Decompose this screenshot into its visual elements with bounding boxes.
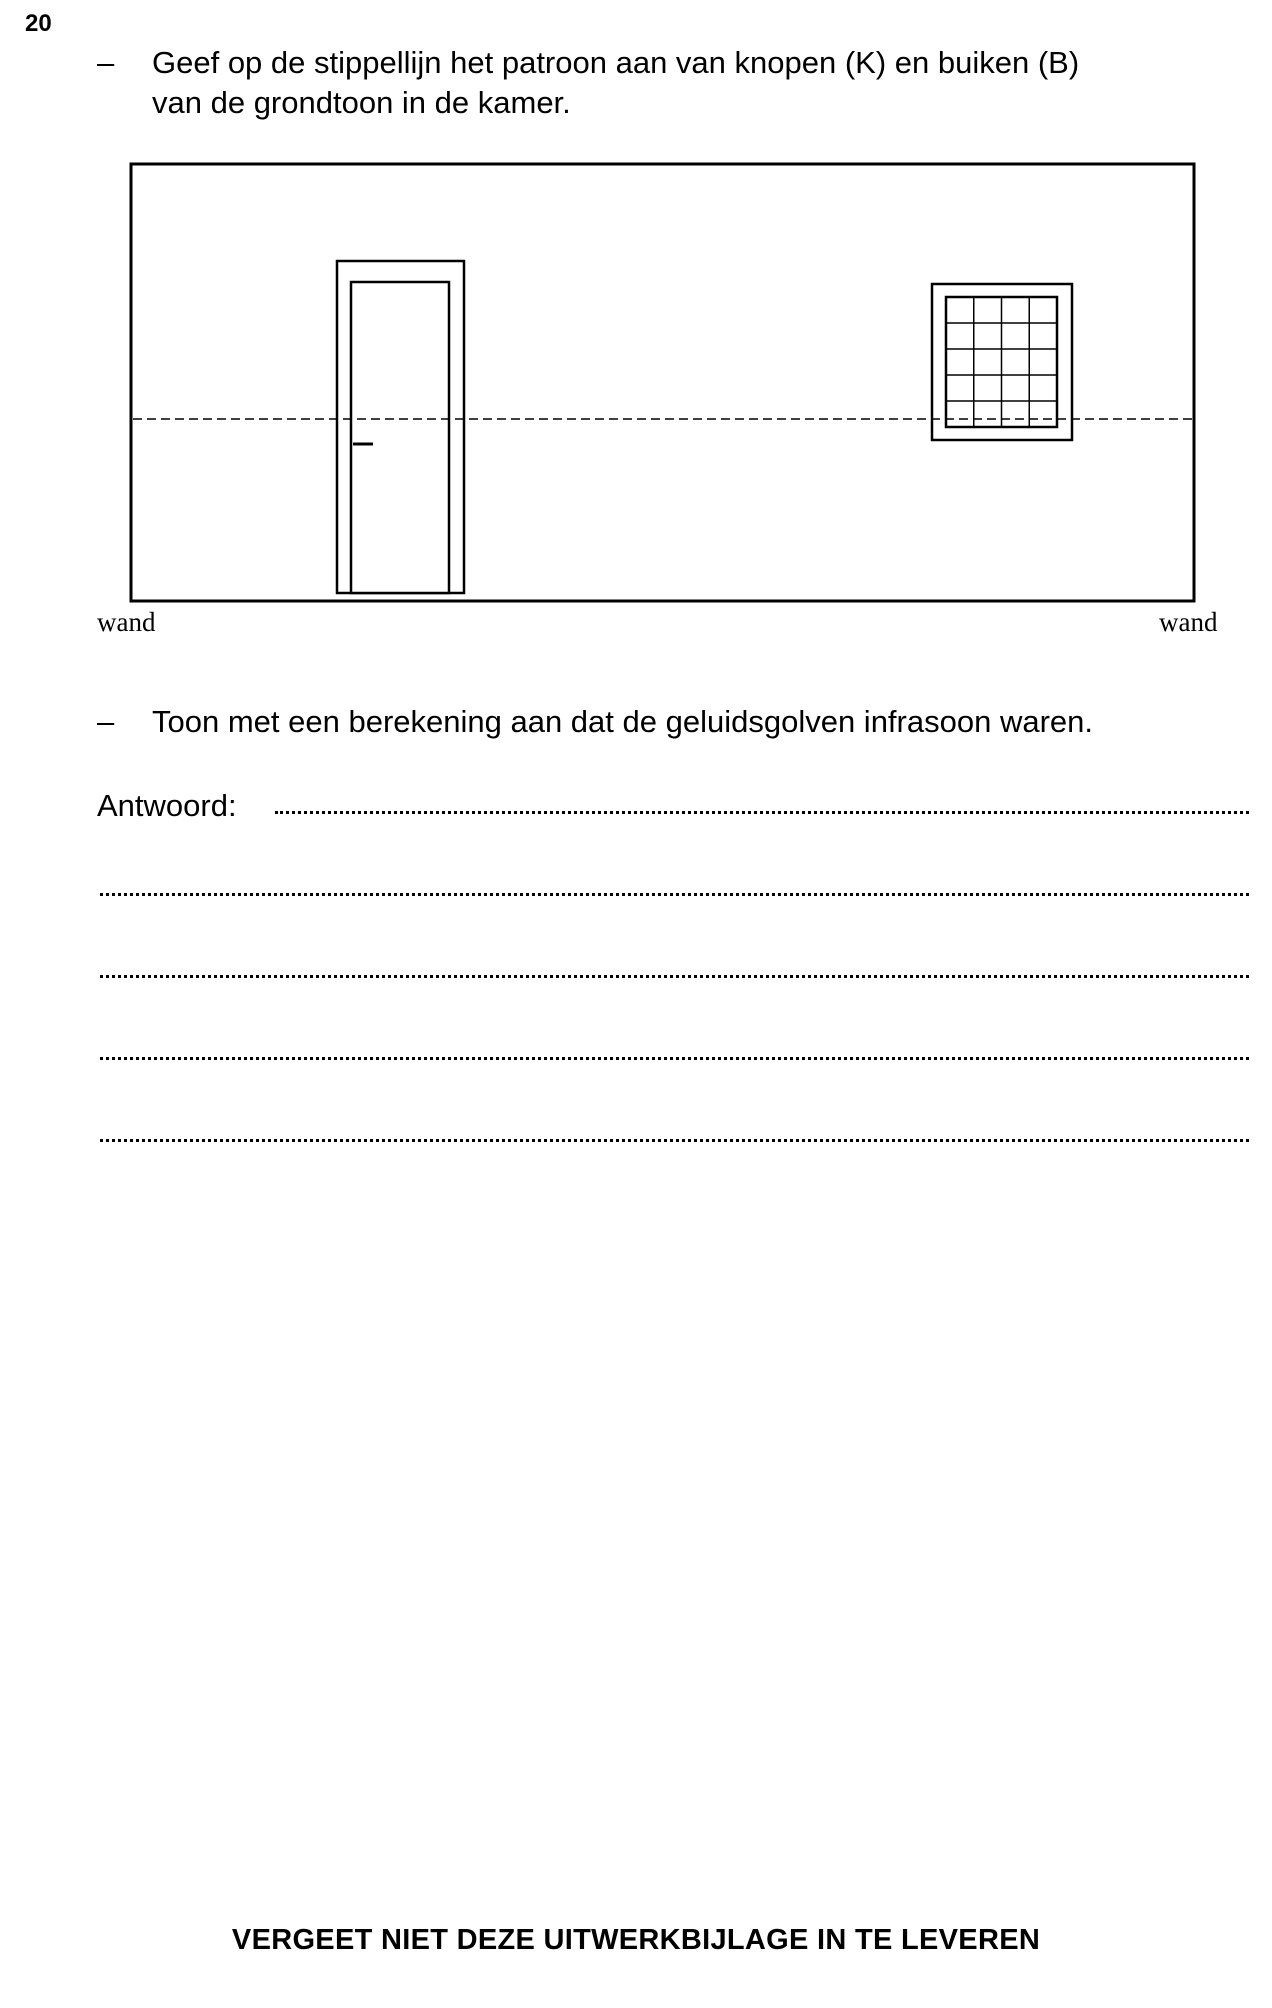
door-panel [351, 282, 449, 593]
answer-line[interactable] [97, 950, 1249, 990]
dotted-line [100, 975, 1249, 978]
window [932, 284, 1072, 440]
bullet-dash: – [97, 704, 115, 739]
wall-label-left: wand [97, 607, 156, 637]
door [337, 261, 464, 593]
answer-label: Antwoord: [97, 788, 237, 823]
dotted-line [100, 1139, 1249, 1142]
answer-line[interactable] [97, 1114, 1249, 1154]
instruction-2 [97, 702, 1247, 746]
answer-line[interactable] [97, 786, 1249, 826]
instruction-1-line-2: van de grondtoon in de kamer. [152, 85, 571, 120]
room-wall-figure [0, 0, 1272, 660]
footer-notice: VERGEET NIET DEZE UITWERKBIJLAGE IN TE LEVEREN [231, 1924, 1041, 1956]
dotted-line [100, 1057, 1249, 1060]
instruction-2-text: Toon met een berekening aan dat de geluidsgolven infrasoon waren. [152, 704, 1093, 739]
dotted-line [275, 811, 1249, 814]
page-number: 20 [25, 10, 52, 37]
wall-label-right: wand [1159, 607, 1218, 637]
answer-line[interactable] [97, 1032, 1249, 1072]
answer-line[interactable] [97, 868, 1249, 908]
dotted-line [100, 893, 1249, 896]
instruction-1-line-1: Geef op de stippellijn het patroon aan van knopen (K) en buiken (B) [152, 45, 1080, 80]
bullet-dash: – [97, 45, 115, 80]
